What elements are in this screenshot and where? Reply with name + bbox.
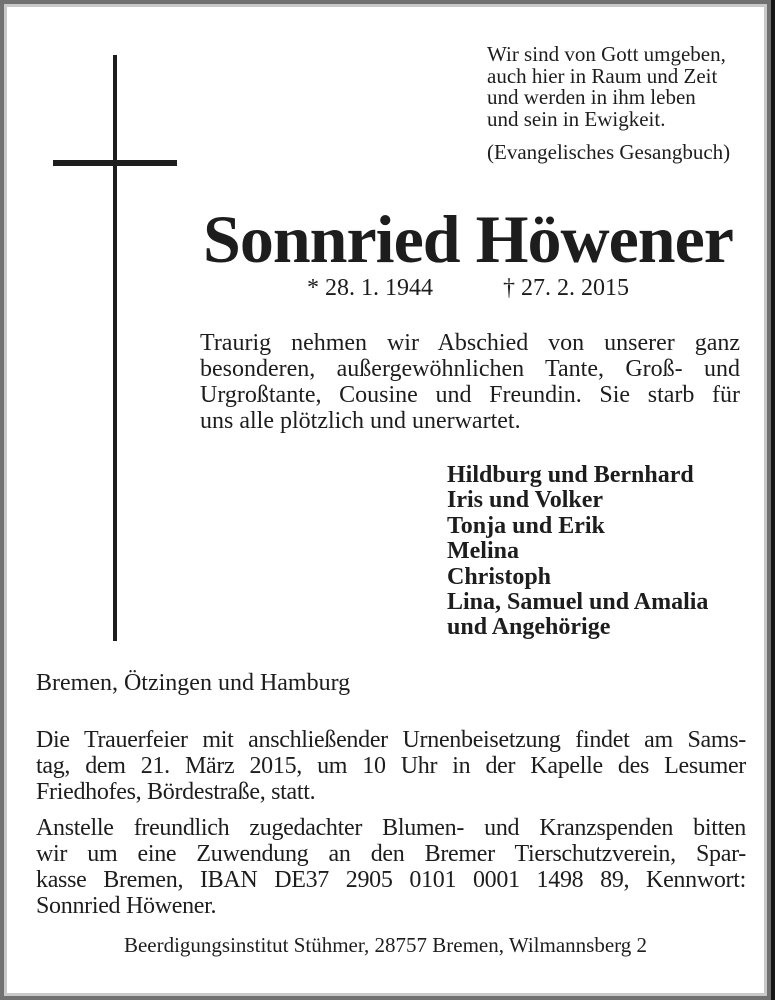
life-dates bbox=[190, 274, 746, 302]
funeral-line: tag, dem 21. März 2015, um 10 Uhr in der Kapelle des Lesumer bbox=[36, 753, 746, 779]
death-date: † 27. 2. 2015 bbox=[503, 275, 629, 301]
donation-line: Sonnried Höwener. bbox=[36, 893, 217, 919]
obituary-line: uns alle plötzlich und unerwartet. bbox=[200, 408, 521, 434]
funeral-line: Die Trauerfeier mit anschließender Urnenbeisetzung findet am Sams- bbox=[36, 727, 746, 753]
obituary-line: Urgroßtante, Cousine und Freundin. Sie starb für bbox=[200, 382, 740, 408]
obituary-line: besonderen, außergewöhnlichen Tante, Groß- und bbox=[200, 356, 740, 382]
mourner-line: Tonja und Erik bbox=[447, 512, 605, 539]
funeral-home-line: Beerdigungsinstitut Stühmer, 28757 Bremen, Wilmannsberg 2 bbox=[123, 933, 648, 957]
cross-horizontal-bar bbox=[53, 160, 177, 166]
donation-info bbox=[36, 815, 746, 919]
mourner-line: Hildburg und Bernhard bbox=[447, 462, 694, 488]
locations-line: Bremen, Ötzingen und Hamburg bbox=[36, 670, 351, 696]
verse-source: (Evangelisches Gesangbuch) bbox=[487, 139, 731, 164]
cross-vertical-bar bbox=[113, 55, 117, 641]
mourners-list bbox=[447, 463, 747, 641]
mourner-line: Iris und Volker bbox=[447, 487, 604, 514]
cross-icon bbox=[0, 0, 200, 660]
mourner-line: Melina bbox=[447, 538, 519, 565]
donation-line: wir um eine Zuwendung an den Bremer Tierschutzverein, Spar- bbox=[36, 841, 746, 867]
mourner-line: Lina, Samuel und Amalia bbox=[447, 589, 709, 616]
funeral-info bbox=[36, 727, 746, 805]
verse-line: und sein in Ewigkeit. bbox=[487, 107, 666, 132]
donation-line: Anstelle freundlich zugedachter Blumen- und Kranzspenden bitten bbox=[36, 815, 746, 841]
funeral-line: Friedhofes, Bördestraße, statt. bbox=[36, 779, 316, 805]
deceased-name: Sonnried Höwener bbox=[203, 201, 733, 277]
mourner-line: und Angehörige bbox=[447, 614, 611, 641]
column-rule bbox=[771, 0, 775, 1000]
verse-line: auch hier in Raum und Zeit bbox=[487, 63, 718, 88]
verse-line: Wir sind von Gott umgeben, bbox=[487, 42, 726, 66]
obituary-line: Traurig nehmen wir Abschied von unserer ganz bbox=[200, 330, 740, 356]
opening-verse bbox=[487, 44, 745, 164]
donation-line: kasse Bremen, IBAN DE37 2905 0101 0001 1498 89, Kennwort: bbox=[36, 867, 746, 893]
mourner-line: Christoph bbox=[447, 563, 552, 590]
obituary-text bbox=[200, 330, 740, 434]
verse-line: und werden in ihm leben bbox=[487, 85, 696, 110]
birth-date: * 28. 1. 1944 bbox=[307, 275, 433, 301]
